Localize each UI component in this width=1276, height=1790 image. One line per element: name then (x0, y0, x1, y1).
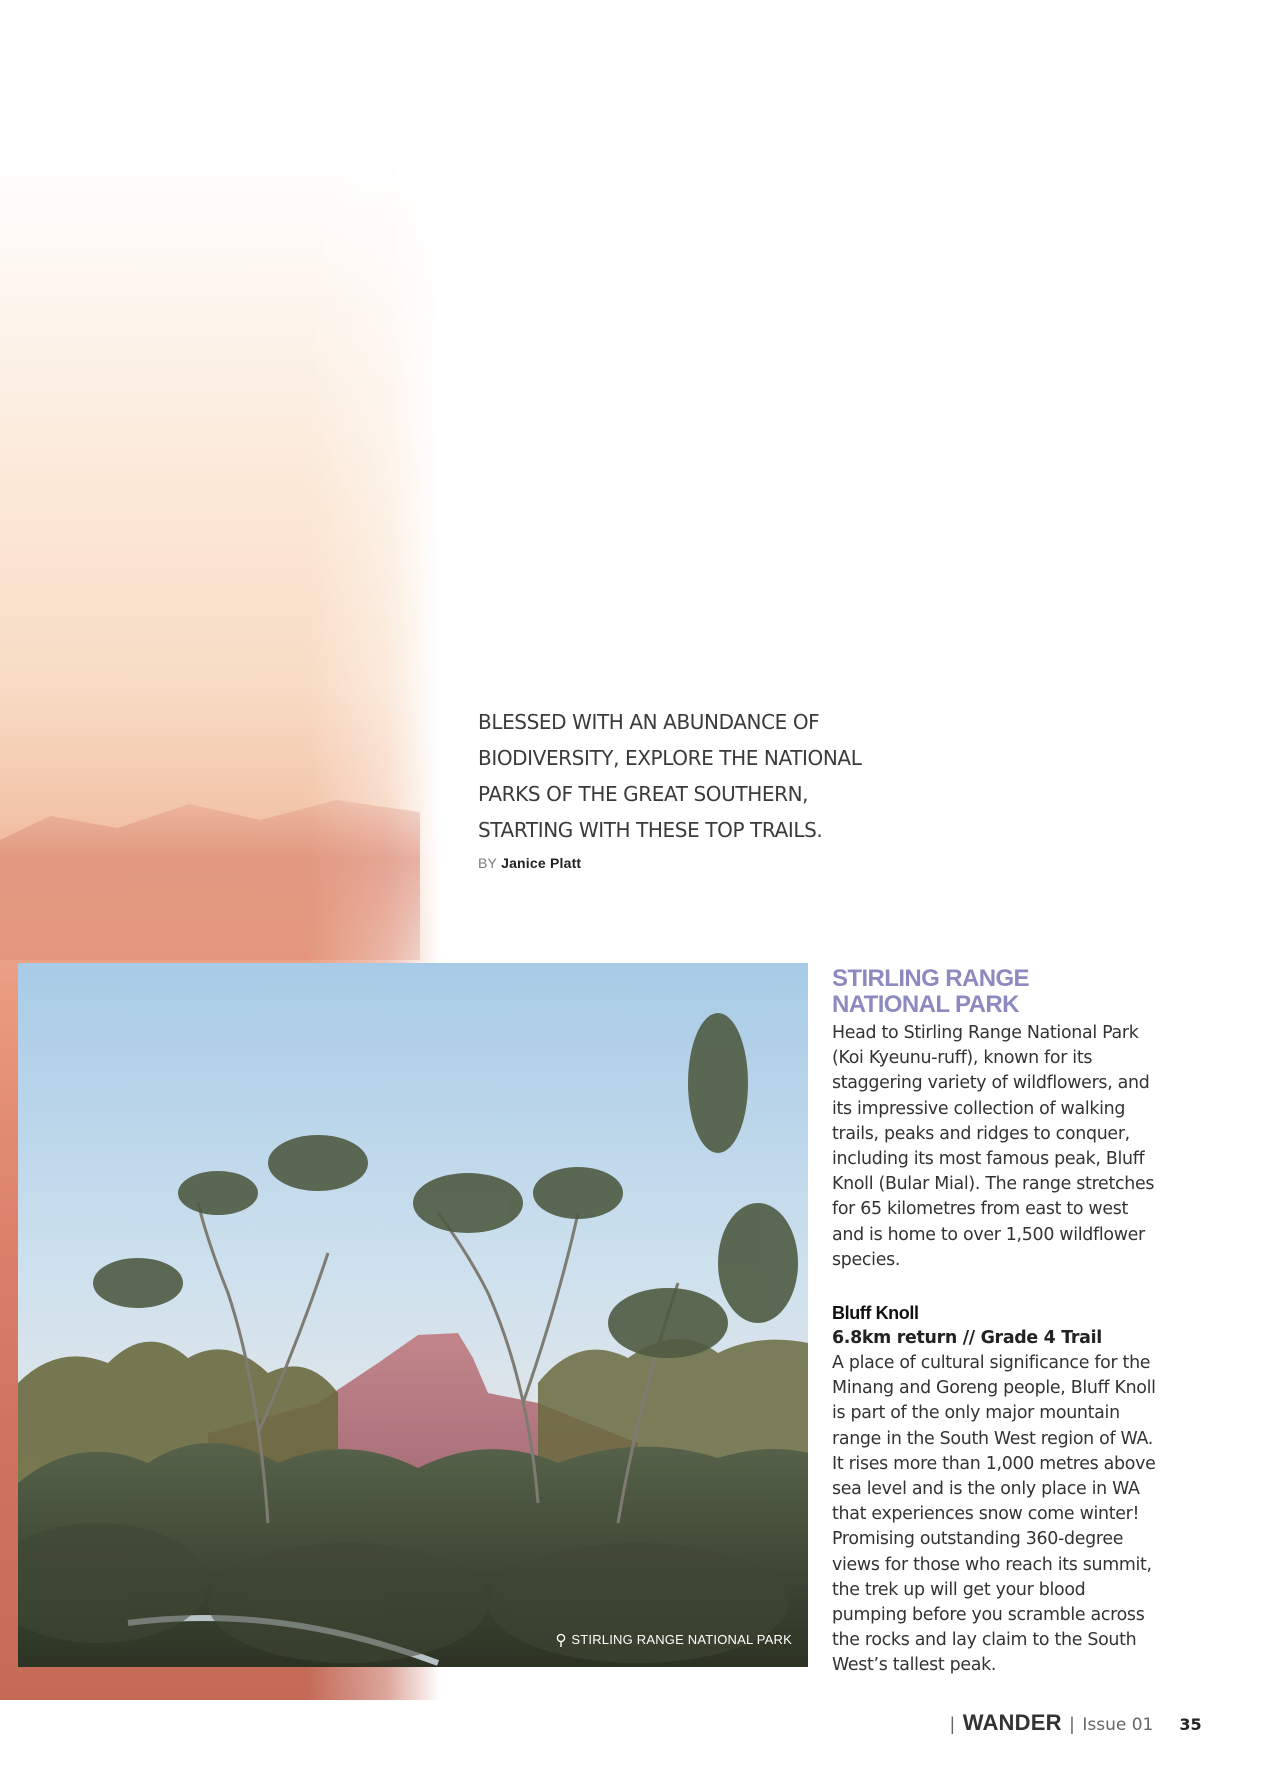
intro-line: STARTING WITH THESE TOP TRAILS. (478, 818, 823, 842)
stirling-range-photo (18, 963, 808, 1667)
photo-caption (555, 1632, 792, 1647)
section-title (832, 966, 1162, 1018)
photo-caption-text: STIRLING RANGE NATIONAL PARK (571, 1632, 792, 1647)
footer-separator: | (950, 1714, 955, 1734)
intro-line: BLESSED WITH AN ABUNDANCE OF (478, 710, 820, 734)
page-number: 35 (1179, 1715, 1202, 1734)
page-footer (950, 1710, 1210, 1736)
byline-label: BY (478, 855, 498, 871)
intro-standfirst (478, 704, 918, 848)
trail-paragraph: A place of cultural significance for the Minang and Goreng people, Bluff Knoll is part of the only major mountain range in the South West region of WA. It rises more than 1,000 metres above sea level and is the only place in WA that experiences snow come winter! Promising outstanding 360-degree views for those who reach its summit, the trek up will get your blood pumping before you scramble across the rocks and lay claim to the South West’s tallest peak. (832, 1353, 1156, 1676)
park-intro-paragraph: Head to Stirling Range National Park (Koi Kyeunu-ruff), known for its staggering variety of wildflowers, and its impressive collection of walking trails, peaks and ridges to conquer, including its most famous peak, Bluff Knoll (Bular Mial). The range stretches for 65 kilometres from east to west and is home to over 1,500 wildflower species. (832, 1023, 1155, 1270)
magazine-name: WANDER (962, 1710, 1062, 1735)
landscape-illustration (18, 963, 808, 1667)
author-name: Janice Platt (501, 855, 582, 871)
footer-separator: | (1069, 1714, 1075, 1734)
trail-name: Bluff Knoll (832, 1303, 919, 1324)
intro-line: BIODIVERSITY, EXPLORE THE NATIONAL (478, 746, 862, 770)
article-column (832, 966, 1162, 1679)
byline (478, 855, 581, 871)
location-pin-icon (555, 1633, 567, 1647)
issue-number: Issue 01 (1082, 1715, 1154, 1735)
section-title-line: STIRLING RANGE (832, 965, 1029, 992)
intro-line: PARKS OF THE GREAT SOUTHERN, (478, 782, 809, 806)
trail-meta: 6.8km return // Grade 4 Trail (832, 1328, 1102, 1349)
section-title-line: NATIONAL PARK (832, 991, 1019, 1018)
